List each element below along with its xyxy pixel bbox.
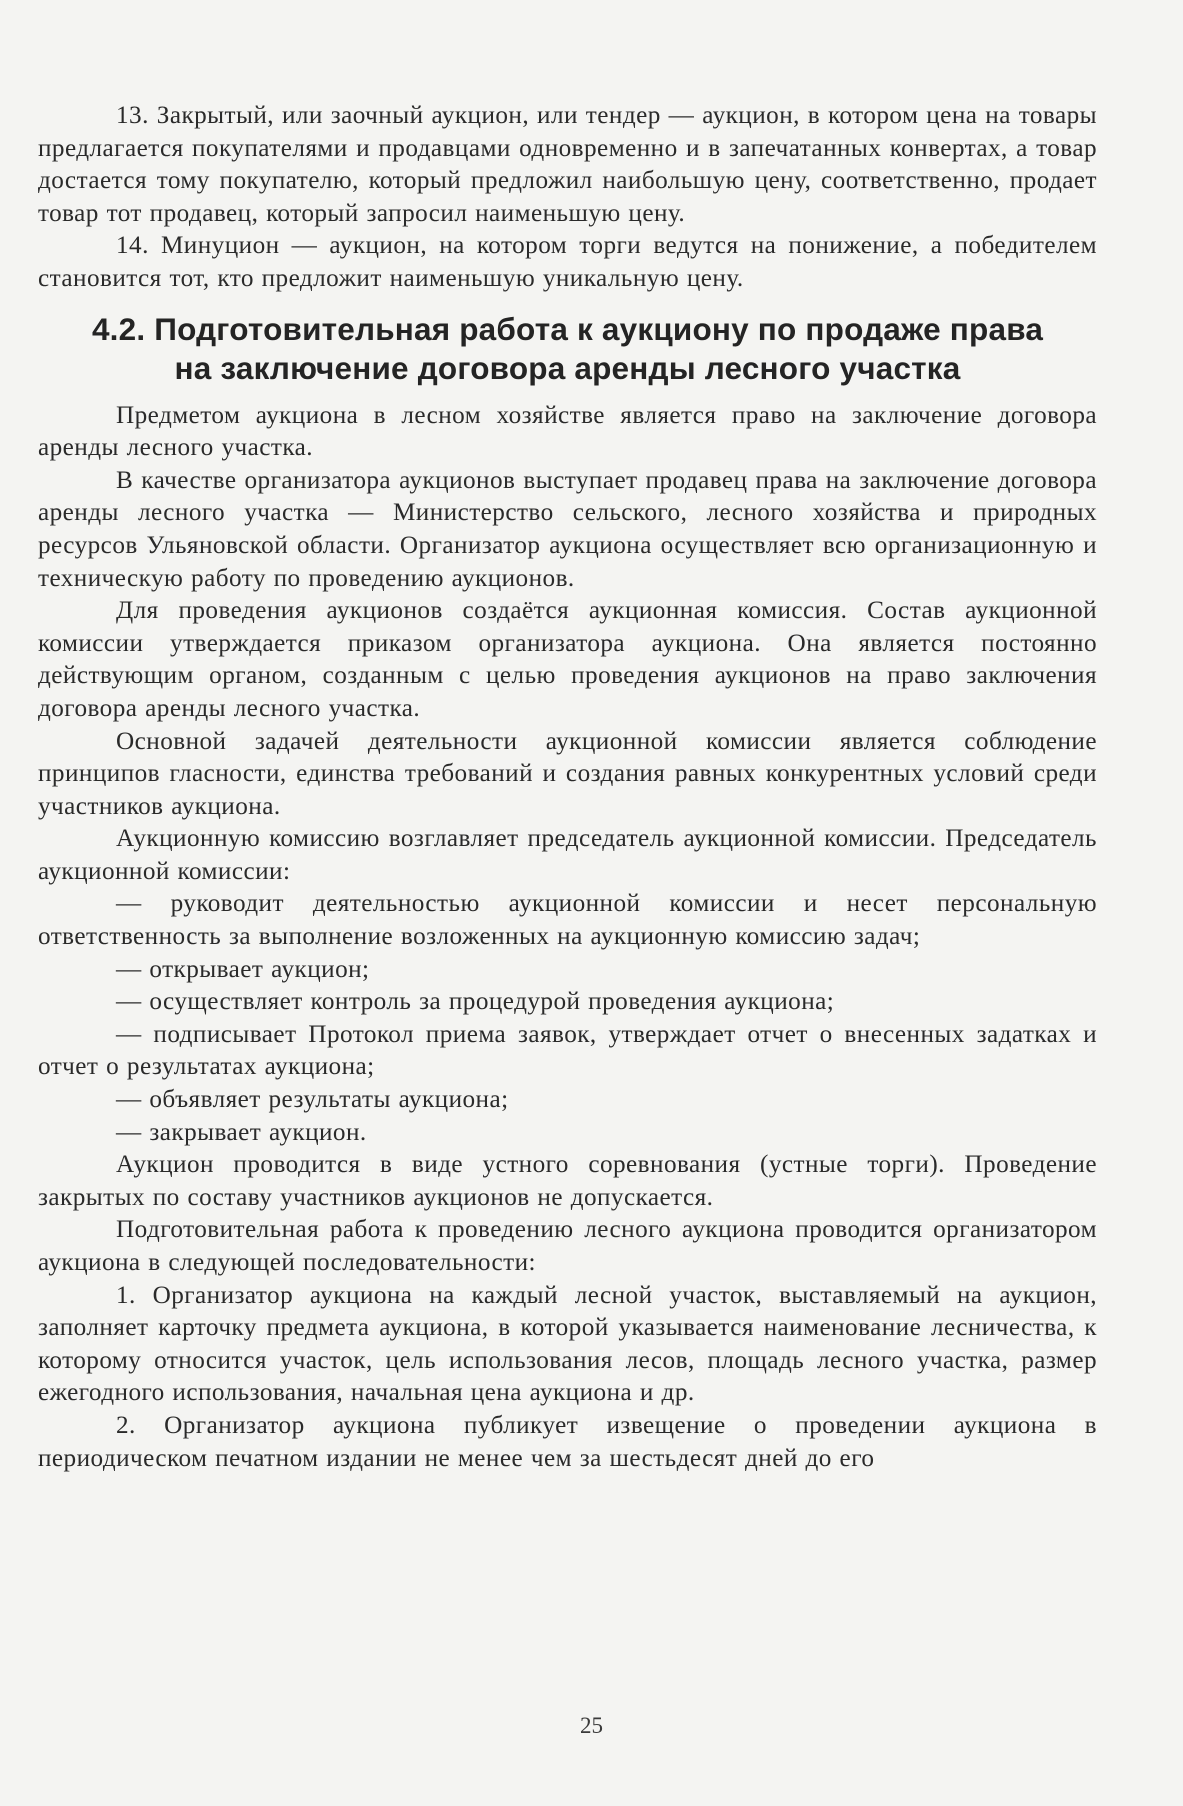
paragraph-main-task: Основной задачей деятельности аукционной комиссии является соблюдение принципов гласности, единства требований и создания равных конкурентных условий среди участников аукциона.	[38, 727, 1097, 820]
paragraph-subject: Предметом аукциона в лесном хозяйстве является право на заключение договора аренды лесного участка.	[38, 401, 1097, 462]
section-heading-line-2: на заключение договора аренды лесного участка	[174, 349, 961, 386]
duty-item: — открывает аукцион;	[116, 955, 370, 983]
duty-item: — подписывает Протокол приема заявок, утверждает отчет о внесенных задатках и отчет о результатах аукциона;	[38, 1020, 1097, 1081]
paragraph-commission: Для проведения аукционов создаётся аукционная комиссия. Состав аукционной комиссии утверждается приказом организатора аукциона. Она является постоянно действующим органом, созданным с целью проведения аукционов на право заключения договора аренды лесного участка.	[38, 597, 1097, 722]
section-heading-line-1: 4.2. Подготовительная работа к аукциону по продаже права	[91, 310, 1044, 347]
duty-item: — объявляет результаты аукциона;	[116, 1086, 509, 1114]
paragraph-oral-auction: Аукцион проводится в виде устного соревнования (устные торги). Проведение закрытых по составу участников аукционов не допускается.	[38, 1151, 1097, 1211]
duty-item: — осуществляет контроль за процедурой проведения аукциона;	[116, 988, 835, 1016]
paragraph-organizer: В качестве организатора аукционов выступает продавец права на заключение договора аренды лесного участка — Министерство сельского, лесного хозяйства и природных ресурсов Ульяновской области. Организатор аукциона осуществляет всю организационную и техническую работу по проведению аукционов.	[38, 466, 1097, 592]
paragraph-chairman: Аукционную комиссию возглавляет председатель аукционной комиссии. Председатель аукционной комиссии:	[38, 825, 1097, 885]
paragraph-preparatory-work: Подготовительная работа к проведению лесного аукциона проводится организатором аукциона в следующей последовательности:	[38, 1216, 1097, 1276]
document-page	[38, 100, 1097, 1475]
step-1: 1. Организатор аукциона на каждый лесной участок, выставляемый на аукцион, заполняет карточку предмета аукциона, в которой указывается наименование лесничества, к которому относится участок, цель использования лесов, площадь лесного участка, размер ежегодного использования, начальная цена аукциона и др.	[38, 1281, 1097, 1407]
list-item-closed-auction: 13. Закрытый, или заочный аукцион, или тендер — аукцион, в котором цена на товары предлагается покупателями и продавцами одновременно и в запечатанных конвертах, а товар достается тому покупателю, который предложил наибольшую цену, соответственно, продает товар тот продавец, который запросил наименьшую цену.	[38, 102, 1097, 227]
page-number: 25	[580, 1713, 603, 1738]
duty-item: — руководит деятельностью аукционной комиссии и несет персональную ответственность за выполнение возложенных на аукционную комиссию задач;	[38, 890, 1097, 951]
step-2: 2. Организатор аукциона публикует извещение о проведении аукциона в периодическом печатном издании не менее чем за шестьдесят дней до его	[38, 1411, 1097, 1472]
duty-item: — закрывает аукцион.	[116, 1118, 367, 1146]
list-item-minucion: 14. Минуцион — аукцион, на котором торги ведутся на понижение, а победителем становится тот, кто предложит наименьшую уникальную цену.	[38, 232, 1097, 292]
section-heading	[38, 310, 1097, 388]
